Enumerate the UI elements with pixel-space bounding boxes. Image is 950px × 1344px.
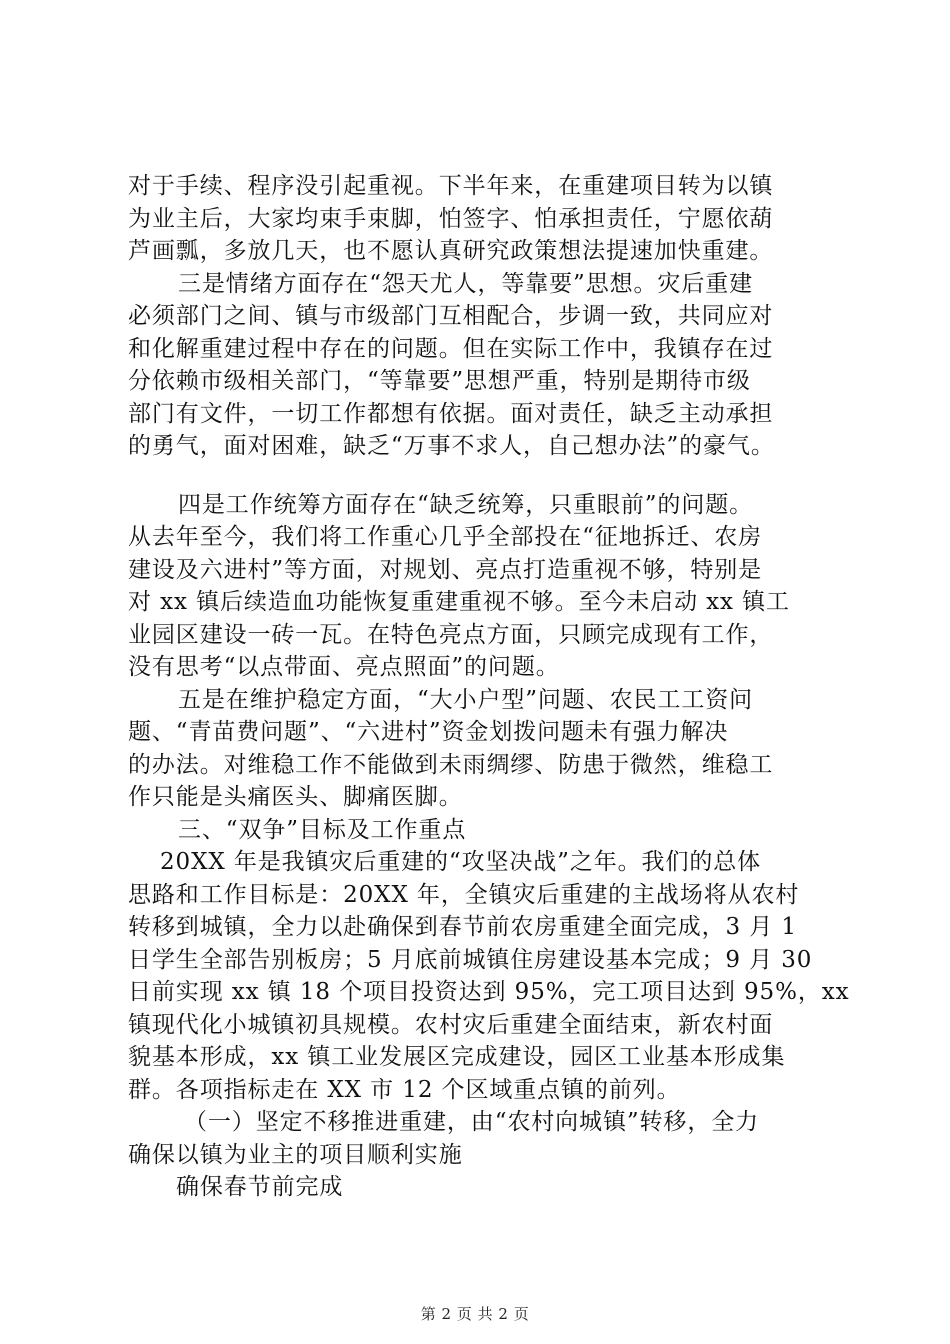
text-line: 群。各项指标走在 XX 市 12 个区域重点镇的前列。 [128,1076,681,1103]
text-line: （一）坚定不移推进重建，由“农村向城镇”转移，全力 [184,1109,760,1135]
text-line: 三是情绪方面存在“怨天尤人，等靠要”思想。灾后重建 [178,270,754,297]
paragraph-spring-festival: 确保春节前完成 [176,1174,344,1200]
paragraph-stability-issue [128,684,828,814]
paragraph-goals [128,846,850,1106]
text-line: 的办法。对维稳工作不能做到未雨绸缪、防患于微然，维稳工 [128,751,774,778]
text-line: 分依赖市级相关部门，“等靠要”思想严重，特别是期待市级 [128,368,751,394]
text-line: 转移到城镇，全力以赴确保到春节前农房重建全面完成，3 月 1 [128,914,797,940]
text-line: 的勇气，面对困难，缺乏“万事不求人，自己想办法”的豪气。 [128,433,775,459]
paragraph-gap [128,463,828,489]
document-body [128,170,850,1204]
text-line: 镇现代化小城镇初具规模。农村灾后重建全面结束，新农村面 [128,1011,774,1038]
text-line: 芦画瓢，多放几天，也不愿认真研究政策想法提速加快重建。 [128,238,774,264]
section-heading: 三、“双争”目标及工作重点 [178,816,467,843]
text-line: 建设及六进村”等方面，对规划、亮点打造重视不够，特别是 [128,556,763,583]
text-line: 日学生全部告别板房；5 月底前城镇住房建设基本完成；9 月 30 [128,946,813,973]
text-line: 题、“青苗费问题”、“六进村”资金划拨问题未有强力解决 [128,719,729,745]
text-line: 四是工作统筹方面存在“缺乏统筹，只重眼前”的问题。 [178,491,754,518]
text-line: 和化解重建过程中存在的问题。但在实际工作中，我镇存在过 [128,335,774,362]
paragraph-emotion-issue [128,268,828,463]
text-line: 确保以镇为业主的项目顺利实施 [128,1141,463,1168]
text-line: 作只能是头痛医头、脚痛医脚。 [128,784,463,810]
text-line: 部门有文件，一切工作都想有依据。面对责任，缺乏主动承担 [128,400,774,427]
subsection-heading [128,1106,828,1171]
text-line: 五是在维护稳定方面，“大小户型”问题、农民工工资问 [178,686,754,713]
text-line: 没有思考“以点带面、亮点照面”的问题。 [128,654,560,680]
text-line: 20XX 年是我镇灾后重建的“攻坚决战”之年。我们的总体 [160,849,762,875]
text-line: 对于手续、程序没引起重视。下半年来，在重建项目转为以镇 [128,173,774,199]
text-line: 日前实现 xx 镇 18 个项目投资达到 95%，完工项目达到 95%，xx [128,979,850,1005]
text-line: 业园区建设一砖一瓦。在特色亮点方面，只顾完成现有工作， [128,621,774,648]
text-line: 为业主后，大家均束手束脚，怕签字、怕承担责任，宁愿依葫 [128,205,774,232]
text-line: 从去年至今，我们将工作重心几乎全部投在“征地拆迁、农房 [128,524,763,550]
text-line: 必须部门之间、镇与市级部门互相配合，步调一致，共同应对 [128,303,774,329]
page-footer: 第 2 页 共 2 页 [420,1305,530,1323]
paragraph-procedures [128,170,828,268]
text-line: 对 xx 镇后续造血功能恢复重建重视不够。至今未启动 xx 镇工 [128,589,790,615]
text-line: 貌基本形成，xx 镇工业发展区完成建设，园区工业基本形成集 [128,1044,786,1070]
paragraph-planning-issue [128,489,828,684]
text-line: 思路和工作目标是：20XX 年，全镇灾后重建的主战场将从农村 [128,881,800,908]
